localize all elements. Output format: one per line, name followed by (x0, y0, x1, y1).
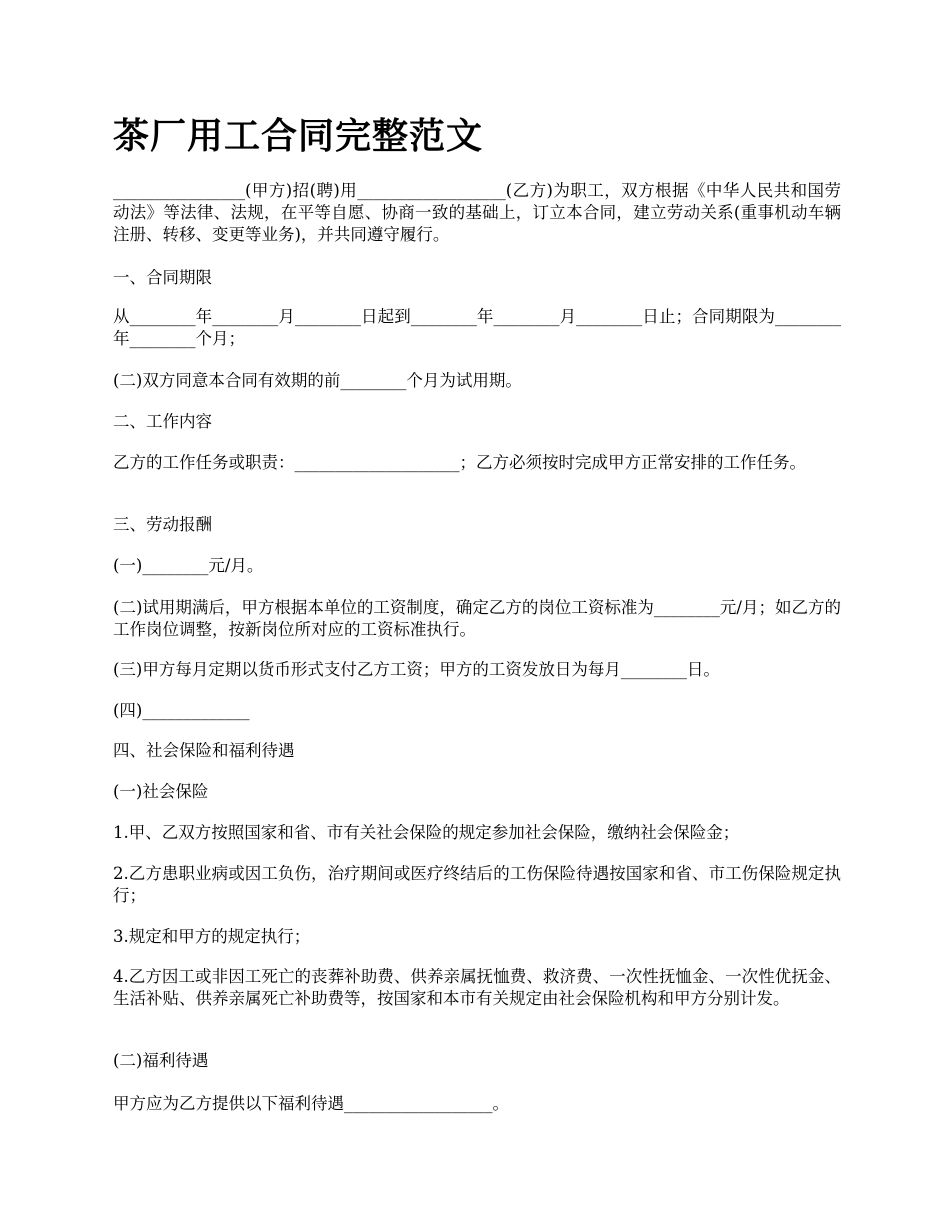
paragraph-insurance-1: 1.甲、乙双方按照国家和省、市有关社会保险的规定参加社会保险，缴纳社会保险金； (113, 823, 740, 842)
paragraph-insurance-2: 2.乙方患职业病或因工负伤，治疗期间或医疗终结后的工伤保险待遇按国家和省、市工伤保险规定执行； (113, 864, 841, 905)
paragraph-welfare: 甲方应为乙方提供以下福利待遇__________________。 (113, 1094, 509, 1113)
paragraph-salary-3: (三)甲方每月定期以货币形式支付乙方工资；甲方的工资发放日为每月________日。 (113, 660, 720, 679)
paragraph-term-dates: 从________年________月________日起到________年________月________日止；合同期限为________年________个月； (113, 307, 841, 348)
paragraph-insurance-3: 3.规定和甲方的规定执行； (113, 927, 311, 946)
section-heading-remuneration: 三、劳动报酬 (113, 515, 212, 534)
paragraph-preamble: ________________(甲方)招(聘)用__________________(乙方)为职工，双方根据《中华人民共和国劳动法》等法律、法规，在平等自愿、协商一致的基础上，订立本合同，建立劳动关系(重事机动车辆注册、转移、变更等业务)，并共同遵守履行。 (113, 181, 841, 244)
section-heading-insurance-welfare: 四、社会保险和福利待遇 (113, 741, 295, 760)
section-heading-contract-term: 一、合同期限 (113, 268, 212, 287)
paragraph-probation: (二)双方同意本合同有效期的前________个月为试用期。 (113, 371, 522, 390)
paragraph-duties: 乙方的工作任务或职责：____________________；乙方必须按时完成甲方正常安排的工作任务。 (113, 453, 806, 472)
document-title: 茶厂用工合同完整范文 (113, 115, 484, 157)
paragraph-salary-4: (四)_____________ (113, 701, 250, 720)
paragraph-salary-1: (一)________元/月。 (113, 556, 264, 575)
subheading-social-insurance: (一)社会保险 (113, 782, 209, 801)
paragraph-insurance-4: 4.乙方因工或非因工死亡的丧葬补助费、供养亲属抚恤费、救济费、一次性抚恤金、一次性优抚金、生活补贴、供养亲属死亡补助费等，按国家和本市有关规定由社会保险机构和甲方分别计发。 (113, 967, 841, 1008)
subheading-welfare: (二)福利待遇 (113, 1051, 209, 1070)
paragraph-salary-2: (二)试用期满后，甲方根据本单位的工资制度，确定乙方的岗位工资标准为________元/月；如乙方的工作岗位调整，按新岗位所对应的工资标准执行。 (113, 598, 841, 639)
section-heading-work-content: 二、工作内容 (113, 412, 212, 431)
